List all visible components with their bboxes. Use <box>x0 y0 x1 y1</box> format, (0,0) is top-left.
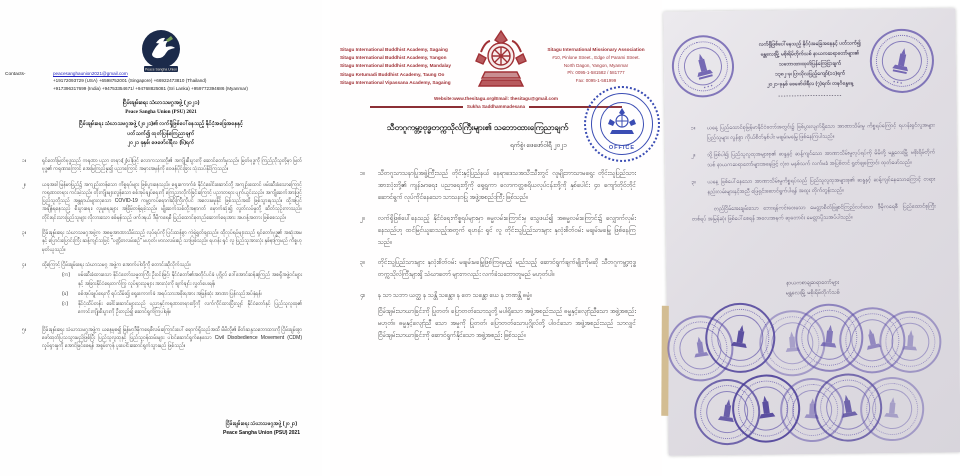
sitagu-date-line: ရက်စွဲ၊ ဖေဖော်ဝါရီ ၂၀၂၁ <box>510 142 567 149</box>
psu-demand-item-ga: (ဂ) နိုင်ငံ့ထိပ်တန်း ခေါင်းဆောင်များသည် ပညာနှင့်ကရုဏာတရားတို့ကို လက်ကိုင်ထားပြီးလျှင် နိုင်ငံတော်နှင့် ပြည်သူလူထု၏ ကောင်းကျိုးစီးပွားကို ဦးတည်၍ ဆောင်ရွက်ကြပါရန်။ <box>62 301 302 316</box>
office-stamp-label: OFFICE <box>608 145 636 151</box>
masoeyein-paragraph-2: ၂။ သို့ဖြစ်ပါ၍ ပြည်သူလူထုအများစု၏ ဆန္ဒနှင့် ဆန့်ကျင်သော အာဏာသိမ်းမှုလုပ်ရပ်ကို မိမိတို့ မန္တလေးမြို့ မစိုးရိမ်တိုက်သစ် နာယကဆရာတော်များအနေဖြင့် လုံးဝ မနှစ်သက် လက်မခံ အပြစ်တင် ရှုတ်ချကြောင်း ထုတ်ဖော်သည်။ <box>691 149 936 169</box>
psu-paragraph-1: ၁။ ရှင်တော်မြတ်ဗုဒ္ဓသည် ကရုဏာ ပညာ တရား(၂)ပါးဖြင့် လောကသားတို့၏ အကျိုးစီးပွားကို ဆောင်တော်မူသည်။ မြတ်ဗုဒ္ဓကို ကြည်ညိုသူတို့မှာ မြတ်ဗုဒ္ဓ၏ ကရုဏာကြောင့် အေးမြကြည်နူး၍ ပညာကြောင့် အမှားအမှန်ကို ဝေဖန်ပိုင်းခြား သုံးသပ်နိုင်ကြသည်။ <box>22 158 302 173</box>
office-seal-stamp-icon <box>584 86 660 162</box>
psu-paragraph-3: ၃။ ငြိမ်းချမ်းရေး သံဃာသမဂ္ဂအဖွဲ့က အဓမ္မအာဏာသိမ်းသည့် လုပ်ရပ်ကို ပြင်းထန်စွာ ကဲ့ရဲ့ရှုတ်ချသည်။ ထိုလုပ်ရပ်များသည် ရှင်တော်ဗုဒ္ဓ၏ အဆုံးအမနှင့် ပြောင်းပြောင်းကြီး ဆန့်ကျင်သဖြင့် "ပဏ္ဍိတလမ်းစဉ်" မဟုတ်၊ ဗာလလမ်းစဉ် သာဖြစ်သည်။ ရဟန်း ရှင် လူ ပြည်သူအားလုံး နှစ်နာကြမည် ကိစ္စဟု မှတ်ယူသည်။ <box>22 230 302 253</box>
psu-paragraph-5: ၅။ ငြိမ်းချမ်းရေး သံဃာသမဂ္ဂအဖွဲ့က ယနေ့မှစ၍ မြန်မာ့ဒီမိုကရေစီလမ်းကြောင်းပေါ် ရောက်ရှိသည်အထိ မိမိတို့၏ စိတ်ဆန္ဒသဘောထားကို ငြိမ်းချမ်းစွာ ဖော်ထုတ်ပြသသွားမည်ဖြစ်ပြီး ပြည်သူလူထုနှင့် ပြည်သူ့ဝန်ထမ်းများ ပါဝင်ဆောင်ရွက်နေသော Civil Disobedience Movement (CDM) လှုပ်ရှားမှုကို အောင်မြင်စေရန် အစွမ်းကုန် ပူးပေါင်းဆောင်ရွက်သွားမည် ဖြစ်သည်။ <box>22 326 302 350</box>
office-stamp-crest-icon <box>605 106 639 140</box>
masoeyein-statement-document <box>663 8 960 456</box>
psu-signature-block <box>223 420 300 436</box>
psu-demand-item-kha: (ခ) စစ်အုပ်ချုပ်ရေးကို ရုပ်သိမ်း၍ ရွေးကောက်ခံ အရပ်သားအစိုးရအား အမြန်ဆုံး အာဏာ ပြန်လည်အပ်နှံရန်၊ <box>62 290 262 297</box>
contacts-label: Contacts- <box>5 72 26 77</box>
masoeyein-signature-line-1: နာယကစာချဆရာတော်များ <box>786 279 840 287</box>
monastery-seal-stamp-icon: ⁕ ⁕ ⁕ <box>864 23 939 98</box>
sitagu-pali-quote: န သာ သဘာ ယတ္ထ န သန္တိ သန္တော၊ န တေ သန္တော ယေ န ဘဏန္တိ ဓမ္မံ။ <box>378 292 532 300</box>
masoeyein-header: လက်ရှိဖြစ်ပေါ်နေသည့် နိုင်ငံ့အခြေအနေနှင့် ပတ်သက်၍ မန္တလေးမြို့ မစိုးရိမ်တိုက်သစ် နာယကဆရာတော်များ၏ သဘောထားထုတ်ပြန်ကြေငြာချက် ၁၃၈၂-ခု၊ ပြာသိုလပြည့်ကျော်(၁၁)ရက် ၂၀၂၁-ခုနှစ် ဖေဖော်ဝါရီလ (၇)ရက်၊ တနင်္ဂနွေနေ့ ------------------------ <box>720 39 901 103</box>
masoeyein-paragraph-3: ၃။ ယနေ့ ဖြစ်ပေါ်နေသော အာဏာသိမ်းမှုကိစ္စရပ်သည် ပြည်သူလူထုအများစု၏ ဆန္ဒနှင့် ဆန့်ကျင်နေသောကြောင့် တရားနည်းလမ်းများနှင့်အညီ ဖြေရှင်းဆောင်ရွက်ပါရန် အထူး တိုက်တွန်းသည်။ <box>691 176 936 196</box>
svg-text:Peace Sangha Union: Peace Sangha Union <box>144 67 178 72</box>
psu-contacts-block <box>5 67 317 92</box>
psu-statement-title: ငြိမ်းချမ်းရေး သံဃာသမဂ္ဂအဖွဲ့ (၂၀၂၁)၏ လက်ရှိဖြစ်ပေါ်နေသည့် နိုင်ငံ့အခြေအနေနှင့် ပတ်သက်၍ ထုတ်ပြန်ကြေညာချက် ၂၀၂၁ ခုနှစ်၊ ဖေဖော်ဝါရီလ (၆)ရက် <box>78 121 244 147</box>
motto-rule-left <box>370 106 463 108</box>
psu-signature-mm: ငြိမ်းချမ်းရေး သံဃာသမဂ္ဂအဖွဲ့ (၂၀၂၁) <box>225 421 298 427</box>
sitagu-website-line: Website:www.thesitagu.org/Email: thesitagu@gmail.com <box>434 96 558 101</box>
sitagu-body-text <box>360 168 636 351</box>
sitagu-letterhead <box>340 28 652 92</box>
sitagu-statement-document <box>330 0 662 476</box>
sitagu-association-title: Sitagu International Missionary Association <box>547 47 645 52</box>
psu-signature-en: Peace Sangha Union (PSU) 2021 <box>223 430 300 436</box>
monastery-seal-stamp-icon: ⁕ ⁕ ⁕ <box>665 28 741 104</box>
seal-row-1 <box>667 308 959 312</box>
sitagu-paragraph-1: ၁။ သီတဂူသာသနာပြုအဖွဲ့ကြီးသည် တိုင်းနှင့်ပြည်နယ် နေရာဒေသအသီးသီးတွင် လူမျိုးဘာသာမရွေး တိုင်းသူပြည်သားအားလုံးတို့၏ ကျန်းမာရေး၊ ပညာရေးတို့ကို ရှေ့ရှုကာ လောကတ္တစရိယလုပ်ငန်းတို့ကို နှစ်ပေါင်း ၄၀ ကျော်တိုင်တိုင် ဆောင်ရွက် လုပ်ကိုင်နေသော သာသနာပြု အဖွဲ့အစည်းကြီး ဖြစ်သည်။ <box>360 170 636 201</box>
masoeyein-closing: တည်ငြိမ်အေးချမ်းသော ဘေးရန်ကင်းဝေးသော မေတ္တာစိတ်ဖြူစင်ကြည်လင်သော ဒီမိုကရေစီ ပြည်ထောင်စုကြီးတစ်ရပ် အမြန်ဆုံး ဖြစ်ပေါ်စေရန် အလေးအနက် ဆုတောင်း မေတ္တာပို့သအပ်ပါသည်။ <box>691 203 936 223</box>
photo-edge <box>661 306 669 416</box>
psu-phone-line-1: +19172093729 (USA) +6598752001 (Singapore) +66922473810 (Thailand) <box>53 78 207 84</box>
masoeyein-body-text <box>691 120 936 224</box>
sitagu-association-address: Sitagu International Missionary Association #10, Pinlone Street., Edge of Parami Street. North Dagon, Yangon, Myanmar Ph: 0095-1-581582 / 581777 Fax: 0095-1-581999 <box>540 28 652 92</box>
psu-org-name-en: Peace Sangha Union (PSU) 2021 <box>125 109 197 115</box>
peace-dove-logo-icon <box>136 26 186 76</box>
psu-phone-line-2: +917396317699 (India) +94753354671/ +94768825081 (Sri Lanka) +959772394686 (Myanmar) <box>53 85 248 91</box>
sitagu-paragraph-4: ၄။ န သာ သဘာ ယတ္ထ န သန္တိ သန္တော၊ န တေ သန္တော ယေ န ဘဏန္တိ ဓမ္မံ။ ငြိမ်းချမ်းသာယာခြင်းကို ပြုတတ်၊ ပြောတတ်သောသူတို့ မပါရှိသော အဖွဲ့အစည်းသည် ဓမ္မနှင့်လျော်ညီသော အဖွဲ့အစည်းမဟုတ်။ ဓမ္မနှင့်လျော်ညီ သော အမှုကို ပြုတတ်၊ ပြောတတ်သောပုဂ္ဂိုလ်တို့ ပါဝင်သော အဖွဲ့အစည်းသည် သာလျှင် ငြိမ်းချမ်းသာယာခြင်းကို ဆောင်ရွက်နိုင်သော အဖွဲ့အစည်း ဖြစ်သည်။ <box>360 290 636 342</box>
sitagu-crest-icon <box>471 28 531 92</box>
sitagu-academies-list: Sitagu International Buddhist Academy, Sagaing Sitagu International Buddhist Academy, Yangon Sitagu International Buddhist Academy, Mandalay Sitagu Ketumadi Buddhist Academy, Taung Oo Sitagu International Vipassana Academy, Sagaing <box>340 47 451 85</box>
sitagu-motto-rule <box>370 104 622 109</box>
psu-statement-document <box>0 0 322 476</box>
sitagu-motto: Sukha Saddhammadesana <box>466 104 526 109</box>
sitagu-statement-title: သီတဂူကမ္ဘာ့ဗုဒ္ဓတက္ကသိုလ်ကြီးများ၏ သဘောထားကြေညာချက် <box>386 123 569 132</box>
psu-email-link[interactable]: peacesanghaunion2021@gmail.com <box>53 71 128 76</box>
psu-demand-item-ka: (က) ဖမ်းဆီးခံထားသော နိုင်ငံတော်သမ္မတကြီး ဦးဝင်းမြင့်၊ နိုင်ငံတော်၏အတိုင်ပင်ခံ ပုဂ္ဂိုလ် ဒေါ်အောင်ဆန်းစုကြည် အစရှိအဖွဲ့ဝင်များနှင့် အခြားနိုင်ငံရေးတက်ကြွ လှုပ်ရှားသူများ အားလုံးကို ချက်ချင်း လွှတ်ပေးရန်၊ <box>62 272 302 287</box>
masoeyein-signature-line-2: မန္တလေးမြို့ မစိုးရိမ်တိုက်သစ် <box>785 289 840 297</box>
sitagu-paragraph-4-text: ငြိမ်းချမ်းသာယာခြင်းကို ပြုတတ်၊ ပြောတတ်သောသူတို့ မပါရှိသော အဖွဲ့အစည်းသည် ဓမ္မနှင့်လျော်ညီသော အဖွဲ့အစည်းမဟုတ်။ ဓမ္မနှင့်လျော်ညီ သော အမှုကို ပြုတတ်၊ ပြောတတ်သောပုဂ္ဂိုလ်တို့ ပါဝင်သော အဖွဲ့အစည်းသည် သာလျှင် ငြိမ်းချမ်းသာယာခြင်းကို ဆောင်ရွက်နိုင်သော အဖွဲ့အစည်း ဖြစ်သည်။ <box>378 308 636 339</box>
psu-paragraph-4: ၄။ ထို့ကြောင့် ငြိမ်းချမ်းရေး သံဃာသမဂ္ဂ အဖွဲ့က အောက်ပါတို့ကို တောင်းဆိုလိုက်သည်။ (က) ဖမ်းဆီးခံထားသော နိုင်ငံတော်သမ္မတကြီး ဦးဝင်းမြင့်၊ နိုင်ငံတော်၏အတိုင်ပင်ခံ ပုဂ္ဂိုလ် ဒေါ်အောင်ဆန်းစုကြည် အစရှိအဖွဲ့ဝင်များနှင့် အခြားနိုင်ငံရေးတက်ကြွ လှုပ်ရှားသူများ အားလုံးကို ချက်ချင်း လွှတ်ပေးရန်၊ (ခ) စစ်အုပ်ချုပ်ရေးကို ရုပ်သိမ်း၍ ရွေးကောက်ခံ အရပ်သားအစိုးရအား အမြန်ဆုံး အာဏာ ပြန်လည်အပ်နှံရန်၊ (ဂ) နိုင်ငံ့ထိပ်တန်း ခေါင်းဆောင်များသည် ပညာနှင့်ကရုဏာတရားတို့ကို လက်ကိုင်ထားပြီးလျှင် နိုင်ငံတော်နှင့် ပြည်သူလူထု၏ ကောင်းကျိုးစီးပွားကို ဦးတည်၍ ဆောင်ရွက်ကြပါရန်။ <box>22 261 302 316</box>
psu-demands-intro: ထို့ကြောင့် ငြိမ်းချမ်းရေး သံဃာသမဂ္ဂ အဖွဲ့က အောက်ပါတို့ကို တောင်းဆိုလိုက်သည်။ <box>42 261 191 268</box>
psu-org-name-mm: ငြိမ်းချမ်းရေး သံဃာသမဂ္ဂအဖွဲ့ (၂၀၂၁) <box>122 100 200 106</box>
sitagu-paragraph-3: ၃။ တိုင်းသူပြည်သားများ နှလုံးစိတ်ဝမ်း မချမ်းမမြေ့ဖြစ်ကြရမည့် မည်သည့် ဆောင်ရွက်ချက်မျိုးကိုမဆို သီတဂူကမ္ဘာ့ဗုဒ္ဓတက္ကသိုလ်ကြီးများရှိ သံဃာတော် များကလည်း လက်ခံသဘောတူမည် မဟုတ်ပါ။ <box>360 259 636 279</box>
psu-org-name <box>0 98 322 115</box>
psu-body-text <box>22 157 302 358</box>
masoeyein-paragraph-1: ၁။ ယနေ့ ပြည်ထောင်စုမြန်မာနိုင်ငံတော်အတွင်း၌ ဖြစ်ပွားလျက်ရှိသော အာဏာသိမ်းမှု ကိစ္စရပ်ကြောင့် ရဟန်းရှင်လူအများပြည်သူများ လွန်စွာ ကိုယ်စိတ်နှစ်ပါး မချမ်းမမြေ့ ဖြစ်နေကြပါသည်။ <box>690 122 935 142</box>
sitagu-paragraph-2: ၂။ လက်ရှိဖြစ်ပေါ်နေသည့် နိုင်ငံရေးကိစ္စရပ်များမှာ ဓမ္မလမ်းကြောင်းမှ သွေဖယ်၍ အဓမ္မလမ်းကြောင်း၌ လျှောက်လှမ်းနေသည်ဟု ထင်မြင်ယူဆသည့်အတွက် ရဟန်း ရှင် လူ တိုင်းသူပြည်သားများ နှလုံးစိတ်ဝမ်း မချမ်းမမြေ့ ဖြစ်နေကြသည်။ <box>360 214 636 246</box>
psu-paragraph-2: ၂။ ယခုအခါ မြန်မာပြည်၌ အကျည်းတန်သော ကိစ္စရပ်များ ဖြစ်ပွားနေသည်။ ရွေးကောက်ခံ နိုင်ငံ့ခေါင်းဆောင်တို့ အကျဉ်းထောင် ဖမ်းဆီးခံသောကြောင့် ကရုဏာတရား ကင်းမဲ့သည်။ တိုးကျိုးများလွန်သော စစ်အုပ်ချုပ်ရေးကို ကြေညာလိုက်ခြင်းကြောင့် ပညာတရား ပျက်ယွင်းသည်။ အကျိုးဆက်အားဖြင့် ပြည်သူတို့သည် အန္တရာယ်များလှသော COVID-19 ကမ္ဘာ့ကပ်ရောဂါဆိုးကြီးကိုပင် အလေးမမူနိုင် ဖြစ်သည်အထိ ဖြစ်သွားရသည်။ ထို့အပြင် အချိန်ရနေသည့် စီးပွားရေး၊ လူမှုရေးများ အခြိမ့်တန့်ရခဲ့သည်။ မျိုးဆက်သစ်တို့အနာဂတ် မှောက်ဆုံး၍ လွတ်လပ်မှုတို့ ဆိတ်သုဉ်းကာသည်။ တိုင်းရင်းသားပြည်သူများ လိုလားသော စစ်မှန်သည့် ဖက်ဒရယ် ဒီမိုကရေစီ ပြည်ထောင်စုတည်ဆောက်ရေးအား အဟန့်အတား ဖြစ်စေသည်။ <box>22 181 302 221</box>
header-divider: ------------------------ <box>778 92 843 100</box>
masoeyein-signature-block <box>667 276 959 300</box>
